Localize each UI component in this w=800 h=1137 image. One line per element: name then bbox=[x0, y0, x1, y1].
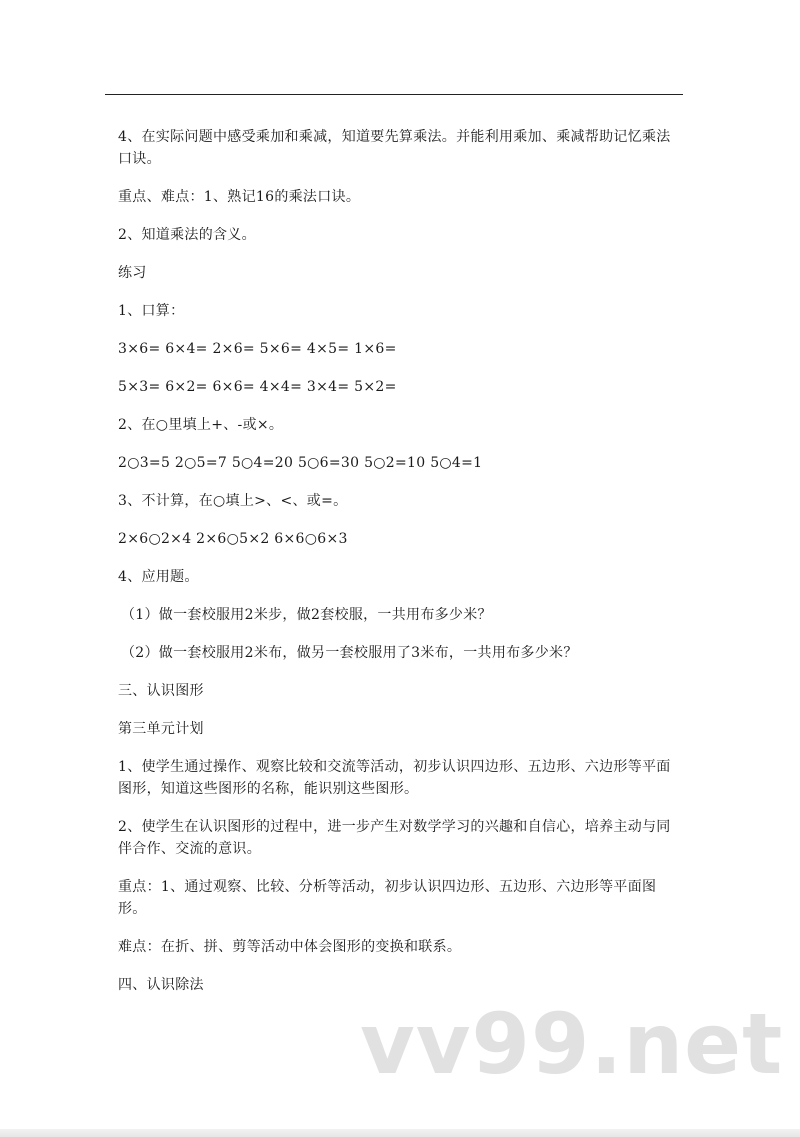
paragraph-unit-3-key-point: 重点：1、通过观察、比较、分析等活动，初步认识四边形、五边形、六边形等平面图形。 bbox=[118, 879, 657, 917]
exercise-fill-operator-title: 2、在○里填上+、-或×。 bbox=[118, 417, 284, 433]
page-bottom-edge bbox=[0, 1129, 800, 1137]
exercise-fill-operator-row: 2○3=5 2○5=7 5○4=20 5○6=30 5○2=10 5○4=1 bbox=[118, 455, 483, 471]
paragraph-unit-3-goal-1: 1、使学生通过操作、观察比较和交流等活动，初步认识四边形、五边形、六边形等平面图形，知道这些图形的名称，能识别这些图形。 bbox=[118, 759, 671, 797]
heading-unit-3-plan: 第三单元计划 bbox=[118, 721, 204, 737]
header-rule bbox=[105, 94, 683, 95]
exercise-compare-row: 2×6○2×4 2×6○5×2 6×6○6×3 bbox=[118, 531, 348, 547]
word-problem-1: （1）做一套校服用2米步，做2套校服，一共用布多少米？ bbox=[121, 607, 492, 623]
word-problem-2: （2）做一套校服用2米布，做另一套校服用了3米布，一共用布多少米？ bbox=[121, 645, 578, 661]
paragraph-unit-3-difficulty: 难点：在折、拼、剪等活动中体会图形的变换和联系。 bbox=[118, 939, 462, 955]
heading-section-3: 三、认识图形 bbox=[118, 683, 204, 699]
paragraph-objective-4: 4、在实际问题中感受乘加和乘减，知道要先算乘法。并能利用乘加、乘减帮助记忆乘法口诀。 bbox=[118, 129, 671, 167]
document-body bbox=[118, 126, 684, 1012]
exercise-oral-calc-row-2: 5×3= 6×2= 6×6= 4×4= 3×4= 5×2= bbox=[118, 379, 397, 395]
exercise-word-problems-title: 4、应用题。 bbox=[118, 569, 199, 585]
exercise-oral-calc-title: 1、口算： bbox=[118, 303, 185, 319]
paragraph-key-points: 重点、难点：1、熟记16的乘法口诀。 bbox=[118, 189, 361, 205]
exercise-compare-title: 3、不计算，在○填上>、<、或=。 bbox=[118, 493, 348, 509]
watermark: vv99.net bbox=[360, 995, 784, 1093]
exercise-oral-calc-row-1: 3×6= 6×4= 2×6= 5×6= 4×5= 1×6= bbox=[118, 341, 397, 357]
paragraph-unit-3-goal-2: 2、使学生在认识图形的过程中，进一步产生对数学学习的兴趣和自信心，培养主动与同伴合作、交流的意识。 bbox=[118, 819, 671, 857]
heading-section-4: 四、认识除法 bbox=[118, 977, 204, 993]
paragraph-key-point-2: 2、知道乘法的含义。 bbox=[118, 227, 256, 243]
heading-practice: 练习 bbox=[118, 265, 147, 281]
